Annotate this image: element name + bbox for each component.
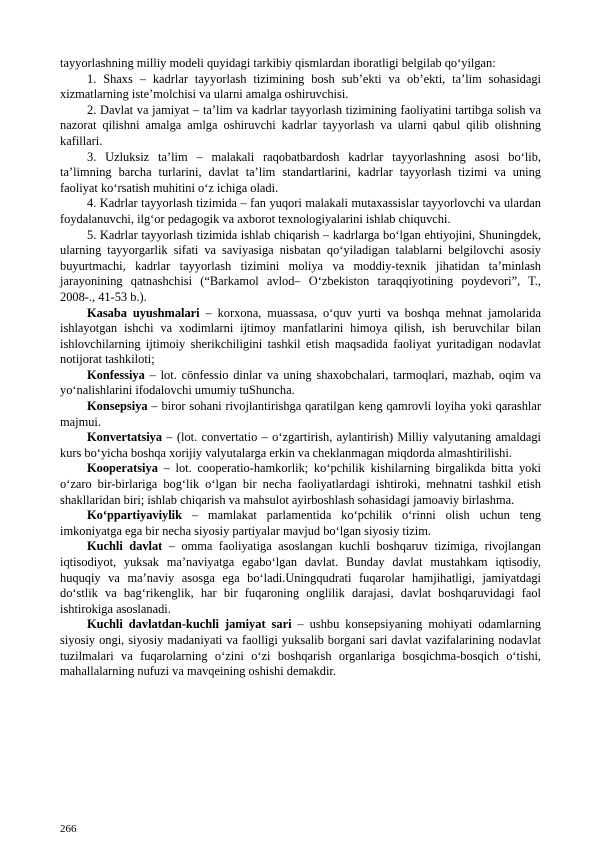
glossary-definition: – lot. cōnfessio dinlar va uning shaxobchalari, tarmoqlari, mazhab, oqim va yo‘nalishlarini ifodalovchi umumiy tuShuncha.: [60, 367, 541, 398]
glossary-term: Kooperatsiya: [87, 461, 158, 476]
component-item-5: 5. Kadrlar tayyorlash tizimida ishlab chiqarish – kadrlarga bo‘lgan ehtiyojini, Shuningdek, ularning tayyorgarlik sifati va saviyasiga nisbatan qo‘yiladigan talablarni belgilovchi asosiy buyurtmachi, kadrlar tayyorlash tizimini moliya va moddiy-texnik jihatidan ta’minlash jarayonining qatnashchisi (“Barkamol avlod– O‘zbekiston taraqqiyotining poydevori”, T., 2008-., 41-53 b.).: [60, 227, 541, 304]
glossary-definition: – ushbu konsepsiyaning mohiyati odamlarning siyosiy ongi, siyosiy madaniyati va faolligi yuksalib borgani sari davlat vazifalarining nodavlat tuzilmalari va fuqarolarning o‘zini o‘zi boshqarish organlariga bosqichma-bosqich o‘tishi, mahallalarning nufuzi va mavqeining oshishi demakdir.: [60, 617, 541, 679]
glossary-term: Konvertatsiya: [87, 430, 163, 445]
glossary-definition: – omma faoliyatiga asoslangan kuchli boshqaruv tizimiga, rivojlangan iqtisodiyot, yuksak ma’naviyatga egabo‘lgan davlat. Bunday davlat mustahkam iqtisodiy, huquqiy va ma’naviy asosga ega bo‘ladi.Uningqudrati fuqarolar hamjihatligi, jamiyatdagi do‘stlik va bag‘rikenglik, har bir fuqaroning onglilik darajasi, davlat boshqaruvidagi faol ishtirokiga asoslanadi.: [60, 539, 542, 616]
intro-paragraph: tayyorlashning milliy modeli quyidagi tarkibiy qismlardan iboratligi belgilab qo‘yilgan:: [60, 56, 496, 70]
glossary-term: Kuchli davlatdan-kuchli jamiyat sari: [87, 617, 292, 632]
component-item-3: 3. Uzluksiz ta’lim – malakali raqobatbardosh kadrlar tayyorlashning asosi bo‘lib, ta’limning barcha turlarini, davlat ta’lim standartlarini, kadrlar tayyorlash tizimi va uning faoliyat ko‘rsatish muhitini o‘z ichiga oladi.: [60, 149, 541, 195]
glossary-definition: – biror sohani rivojlantirishga qaratilgan keng qamrovli loyiha yoki qarashlar majmui.: [60, 399, 541, 429]
glossary-definition: – mamlakat parlamentida ko‘pchilik o‘rinni olish uchun teng imkoniyatga ega bir necha siyosiy partiyalar mavjud bo‘lgan siyosiy tizim.: [60, 508, 541, 538]
glossary-definition: – lot. cooperatio-hamkorlik; ko‘pchilik kishilarning birgalikda bitta yoki o‘zaro bir-birlariga bog‘lik o‘lgan bir necha faoliyatlardagi ishtiroki, mehnatni tashkil etish shakllaridan biri; ishlab chiqarish va mahsulot ayirboshlash sohasidagi jamoaviy birlashma.: [60, 461, 541, 507]
glossary-term: Ko‘ppartiyaviylik: [87, 508, 183, 523]
glossary-term: Kuchli davlat: [87, 539, 163, 554]
glossary-definition: – (lot. convertatio – o‘zgartirish, aylantirish) Milliy valyutaning amaldagi kurs bo‘yicha boshqa xorijiy valyutalarga erkin va cheklanmagan miqdorda almashtirilishi.: [60, 430, 541, 460]
glossary-entry-kooperatsiya: [60, 461, 541, 508]
glossary-entry-kuchli-davlat: [60, 539, 541, 617]
glossary-term: Kasaba uyushmalari: [87, 305, 200, 320]
glossary-entry-konvertatsiya: [60, 430, 541, 461]
glossary-term: Konfessiya: [87, 367, 145, 382]
component-item-2: 2. Davlat va jamiyat – ta’lim va kadrlar tayyorlash tizimining faoliyatini tartibga solish va nazorat qilishni amalga amlga oshiruvchi kadrlar tayyorlash va ularni qabul qilib olishning kafillari.: [60, 102, 541, 148]
page-number: 266: [60, 823, 77, 835]
glossary-entry-kuchli-jamiyat: [60, 617, 541, 679]
glossary-entry-koppartiyaviylik: [60, 508, 541, 539]
component-item-1: 1. Shaxs – kadrlar tayyorlash tizimining bosh sub’ekti va ob’ekti, ta’lim sohasidagi xizmatlarning iste’molchisi va ularni amalga oshiruvchisi.: [60, 71, 541, 102]
glossary-entry-konfessiya: [60, 368, 541, 399]
component-item-4: 4. Kadrlar tayyorlash tizimida – fan yuqori malakali mutaxassislar tayyorlovchi va ulardan foydalanuvchi, ilg‘or pedagogik va axborot texnologiyalarini ishlab chiquvchi.: [60, 196, 541, 226]
glossary-term: Konsepsiya: [87, 399, 148, 414]
glossary-entry-konsepsiya: [60, 399, 541, 430]
glossary-definition: – korxona, muassasa, o‘quv yurti va boshqa mehnat jamolarida ishlayotgan ishchi va xodimlarni ijtimoy manfatlarini himoya qilish, ish beruvchilar bilan ishlovchilarning ijtimoiy sherikchiligini tashkil etish maqsadida faoliyat yuritadigan nodavlat notijorat tashkiloti;: [60, 305, 541, 367]
glossary-entry-kasaba-uyushmalari: [60, 306, 541, 368]
document-page: [60, 56, 541, 680]
